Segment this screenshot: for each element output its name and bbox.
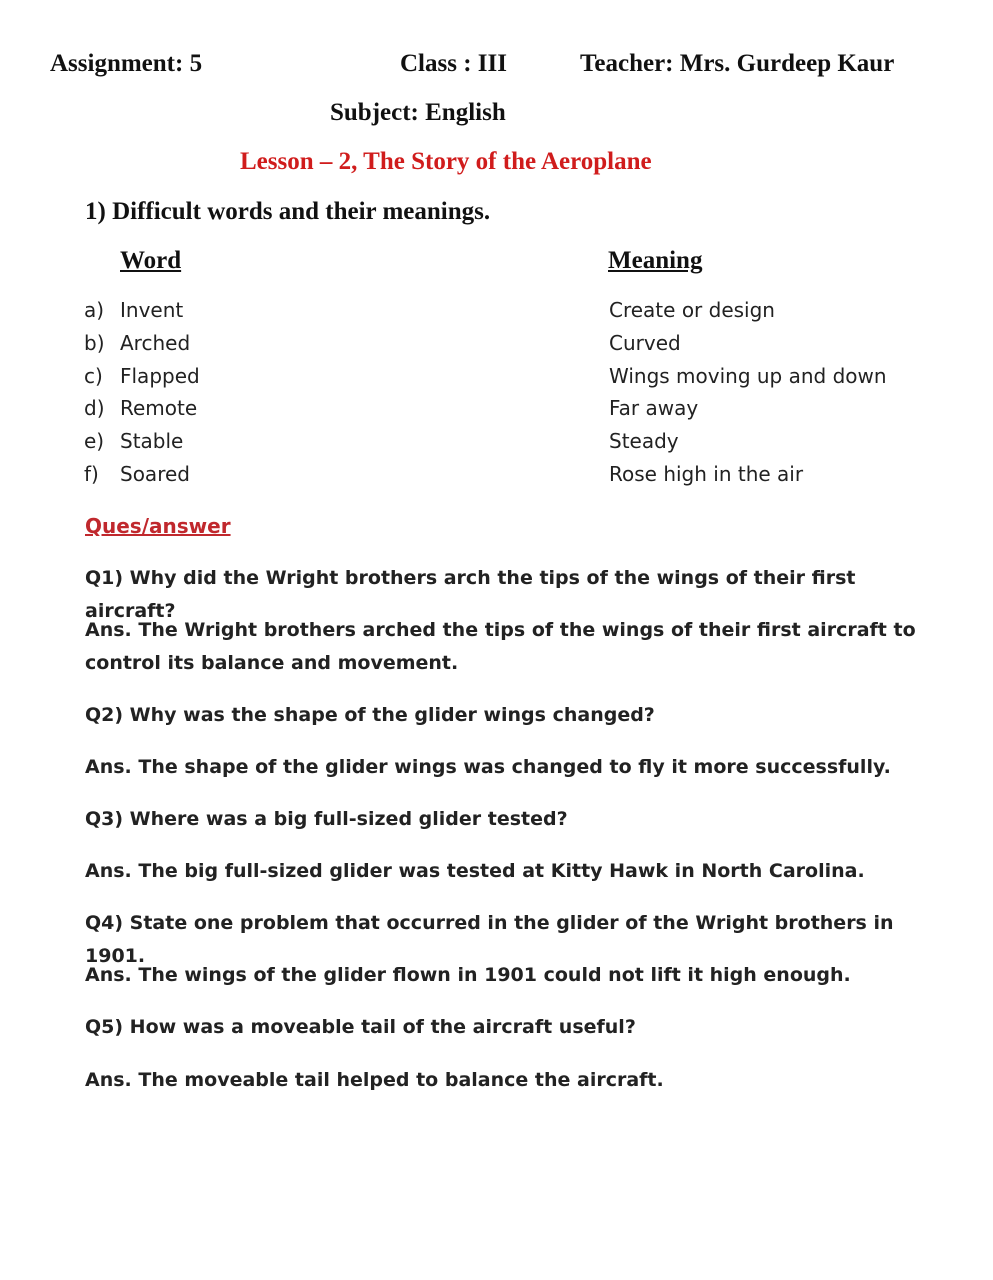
row-marker: b)	[84, 331, 105, 355]
vocabulary-row	[0, 298, 993, 328]
question: Q1) Why did the Wright brothers arch the tips of the wings of their first aircraft?	[85, 567, 856, 622]
qa-heading: Ques/answer	[85, 514, 231, 538]
vocabulary-word: Stable	[120, 429, 184, 453]
vocabulary-row	[0, 396, 993, 426]
vocabulary-meaning: Far away	[609, 396, 699, 420]
vocabulary-meaning: Rose high in the air	[609, 462, 804, 486]
vocabulary-row	[0, 462, 993, 492]
vocabulary-word: Soared	[120, 462, 190, 486]
question: Q3) Where was a big full-sized glider tested?	[85, 808, 568, 830]
question: Q2) Why was the shape of the glider wings changed?	[85, 704, 655, 726]
vocabulary-meaning: Wings moving up and down	[609, 364, 887, 388]
vocabulary-word: Flapped	[120, 364, 200, 388]
subject-title: Subject: English	[330, 99, 506, 126]
row-marker: f)	[84, 462, 99, 486]
vocabulary-meaning: Curved	[609, 331, 681, 355]
column-header-meaning: Meaning	[608, 247, 703, 274]
question: Q4) State one problem that occurred in the glider of the Wright brothers in 1901.	[85, 912, 894, 967]
vocabulary-meaning: Create or design	[609, 298, 775, 322]
vocabulary-meaning: Steady	[609, 429, 679, 453]
vocabulary-row	[0, 364, 993, 394]
vocabulary-row	[0, 331, 993, 361]
vocabulary-word: Arched	[120, 331, 191, 355]
answer: Ans. The moveable tail helped to balance the aircraft.	[85, 1069, 664, 1091]
assignment-number: Assignment: 5	[50, 50, 203, 77]
answer: Ans. The Wright brothers arched the tips of the wings of their first aircraft to control its balance and movement.	[85, 619, 916, 674]
lesson-title: Lesson – 2, The Story of the Aeroplane	[240, 148, 652, 175]
row-marker: a)	[84, 298, 105, 322]
column-header-word: Word	[120, 247, 182, 274]
answer: Ans. The big full-sized glider was tested at Kitty Hawk in North Carolina.	[85, 860, 865, 882]
vocabulary-word: Invent	[120, 298, 184, 322]
teacher-name: Teacher: Mrs. Gurdeep Kaur	[580, 50, 895, 77]
question: Q5) How was a moveable tail of the aircraft useful?	[85, 1016, 636, 1038]
row-marker: d)	[84, 396, 105, 420]
class-label: Class : III	[400, 50, 507, 77]
vocabulary-word: Remote	[120, 396, 198, 420]
section-title-difficult-words: 1) Difficult words and their meanings.	[85, 198, 491, 225]
row-marker: c)	[84, 364, 103, 388]
answer: Ans. The shape of the glider wings was changed to fly it more successfully.	[85, 756, 891, 778]
answer: Ans. The wings of the glider flown in 1901 could not lift it high enough.	[85, 964, 851, 986]
vocabulary-row	[0, 429, 993, 459]
row-marker: e)	[84, 429, 105, 453]
